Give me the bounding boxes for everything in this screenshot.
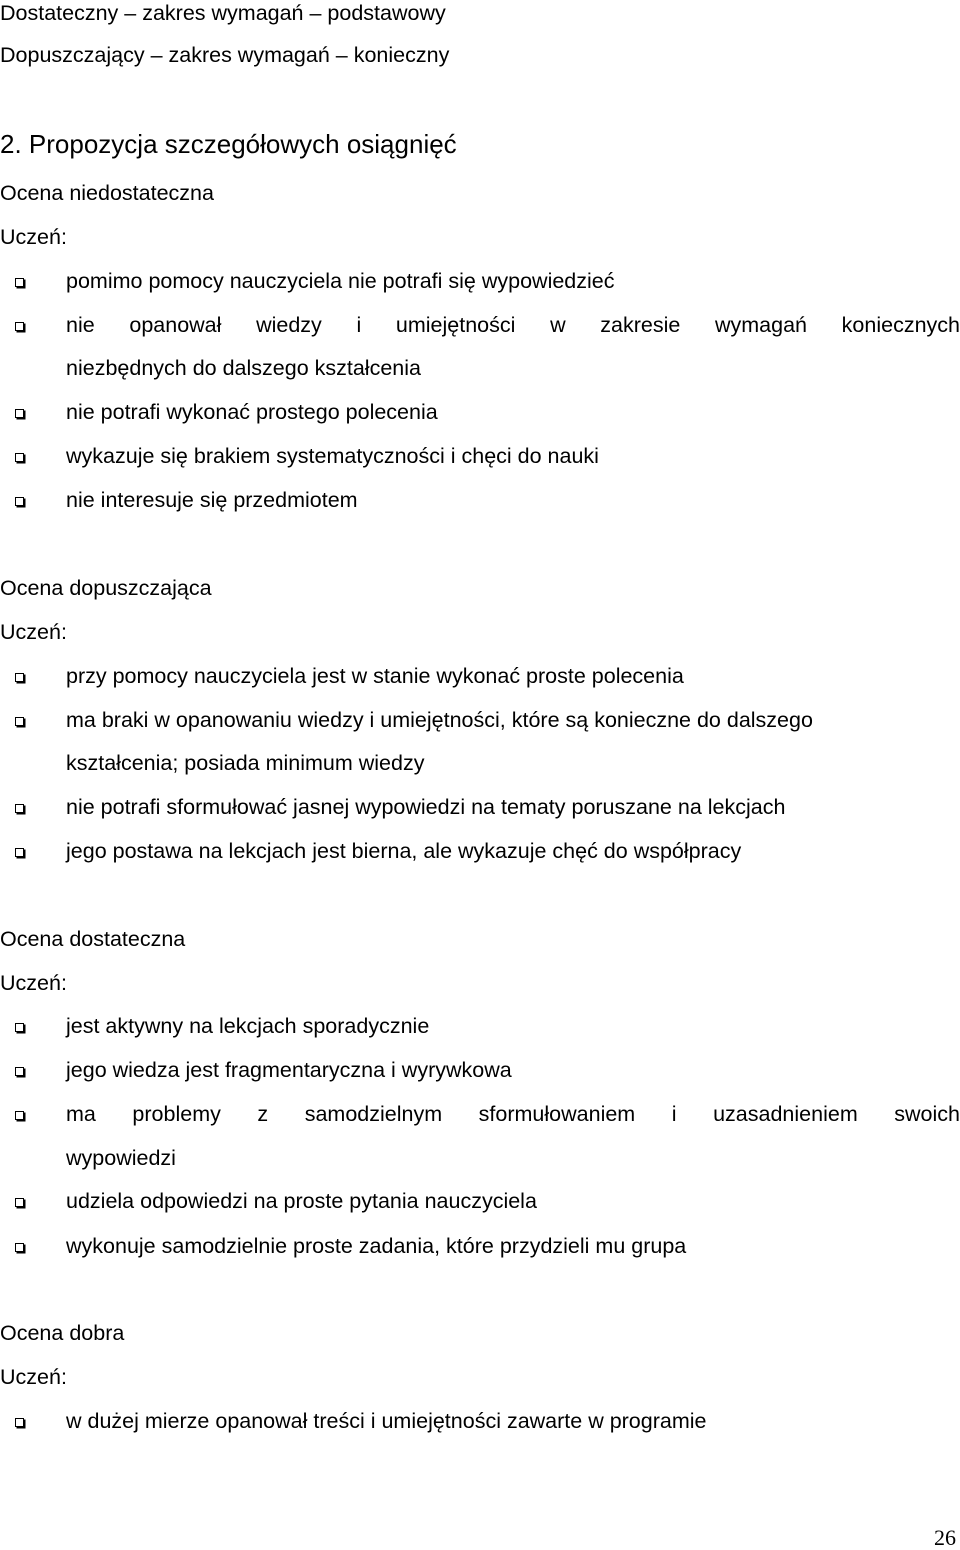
section-heading: 2. Propozycja szczegółowych osiągnięć <box>0 129 457 159</box>
list-item-continuation: kształcenia; posiada minimum wiedzy <box>66 751 425 775</box>
checkbox-bullet-icon <box>15 453 24 462</box>
page-number: 26 <box>934 1525 956 1550</box>
grade-title-admissible: Ocena dopuszczająca <box>0 576 212 600</box>
list-item: jest aktywny na lekcjach sporadycznie <box>66 1014 430 1038</box>
checkbox-bullet-icon <box>15 717 24 726</box>
scope-line-admissible: Dopuszczający – zakres wymagań – konieczny <box>0 43 450 67</box>
checkbox-bullet-icon <box>15 409 24 418</box>
checkbox-bullet-icon <box>15 1067 24 1076</box>
list-item: ma problemy z samodzielnym sformułowaniem i uzasadnieniem swoich <box>66 1102 960 1126</box>
grade-title-good: Ocena dobra <box>0 1321 125 1345</box>
list-item-continuation: wypowiedzi <box>66 1146 176 1170</box>
list-item: ma braki w opanowaniu wiedzy i umiejętności, które są konieczne do dalszego <box>66 708 813 732</box>
list-item: nie opanował wiedzy i umiejętności w zakresie wymagań koniecznych <box>66 313 960 337</box>
checkbox-bullet-icon <box>15 1111 24 1120</box>
list-item: przy pomocy nauczyciela jest w stanie wykonać proste polecenia <box>66 664 684 688</box>
list-item-continuation: niezbędnych do dalszego kształcenia <box>66 356 421 380</box>
checkbox-bullet-icon <box>15 804 24 813</box>
checkbox-bullet-icon <box>15 497 24 506</box>
checkbox-bullet-icon <box>15 1198 24 1207</box>
list-item: wykazuje się brakiem systematyczności i chęci do nauki <box>66 444 599 468</box>
checkbox-bullet-icon <box>15 1023 24 1032</box>
checkbox-bullet-icon <box>15 1243 24 1252</box>
list-item: nie interesuje się przedmiotem <box>66 488 358 512</box>
list-item: udziela odpowiedzi na proste pytania nauczyciela <box>66 1189 537 1213</box>
grade-title-sufficient: Ocena dostateczna <box>0 927 186 951</box>
list-item: jego wiedza jest fragmentaryczna i wyrywkowa <box>66 1058 512 1082</box>
list-item: nie potrafi sformułować jasnej wypowiedzi na tematy poruszane na lekcjach <box>66 795 786 819</box>
list-item: w dużej mierze opanował treści i umiejętności zawarte w programie <box>66 1409 707 1433</box>
list-item: nie potrafi wykonać prostego polecenia <box>66 400 438 424</box>
student-label: Uczeń: <box>0 971 67 995</box>
list-item: jego postawa na lekcjach jest bierna, ale wykazuje chęć do współpracy <box>66 839 742 863</box>
checkbox-bullet-icon <box>15 673 24 682</box>
student-label: Uczeń: <box>0 1365 67 1389</box>
student-label: Uczeń: <box>0 225 67 249</box>
checkbox-bullet-icon <box>15 322 24 331</box>
list-item: pomimo pomocy nauczyciela nie potrafi się wypowiedzieć <box>66 269 615 293</box>
list-item: wykonuje samodzielnie proste zadania, które przydzieli mu grupa <box>66 1234 687 1258</box>
scope-line-sufficient: Dostateczny – zakres wymagań – podstawowy <box>0 1 446 25</box>
grade-title-insufficient: Ocena niedostateczna <box>0 181 214 205</box>
student-label: Uczeń: <box>0 620 67 644</box>
checkbox-bullet-icon <box>15 278 24 287</box>
checkbox-bullet-icon <box>15 1418 24 1427</box>
checkbox-bullet-icon <box>15 848 24 857</box>
